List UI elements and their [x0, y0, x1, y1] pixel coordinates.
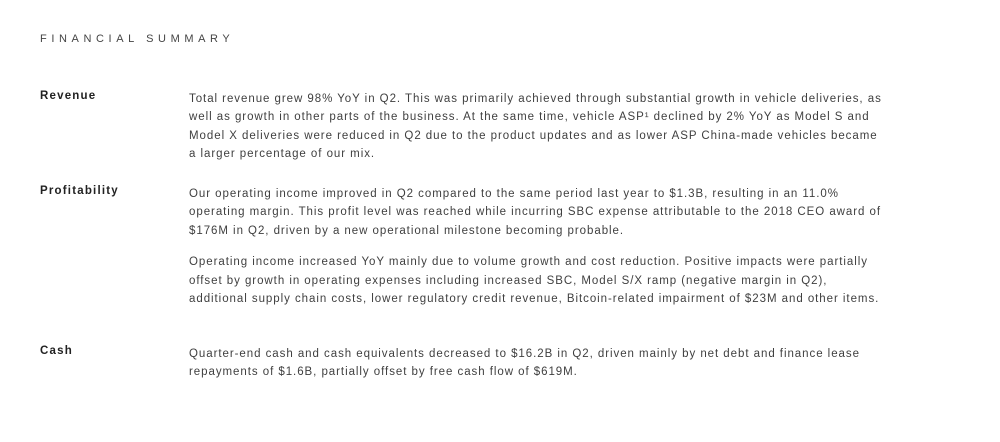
- section-label-cash: Cash: [40, 345, 73, 357]
- section-body-cash: [189, 345, 889, 395]
- paragraph: Total revenue grew 98% YoY in Q2. This was primarily achieved through substantial growth in vehicle deliveries, as well as growth in other parts of the business. At the same time, vehicle ASP¹ declined by 2% YoY as Model S and Model X deliveries were reduced in Q2 due to the product updates and as lower ASP China-made vehicles became a larger percentage of our mix.: [189, 93, 882, 161]
- page-title: FINANCIAL SUMMARY: [40, 33, 235, 45]
- section-label-profitability: Profitability: [40, 185, 119, 197]
- paragraph: Operating income increased YoY mainly due to volume growth and cost reduction. Positive impacts were partially offset by growth in operating expenses including increased SBC, Model S/X ramp (negative margin in Q2), additional supply chain costs, lower regulatory credit revenue, Bitcoin-related impairment of $23M and other items.: [189, 256, 880, 306]
- paragraph: Quarter-end cash and cash equivalents decreased to $16.2B in Q2, driven mainly by net debt and finance lease repayments of $1.6B, partially offset by free cash flow of $619M.: [189, 348, 860, 379]
- section-body-profitability: [189, 185, 889, 321]
- paragraph: Our operating income improved in Q2 compared to the same period last year to $1.3B, resulting in an 11.0% operating margin. This profit level was reached while incurring SBC expense attributable to the 2018 CEO award of $176M in Q2, driven by a new operational milestone becoming probable.: [189, 188, 882, 237]
- section-label-revenue: Revenue: [40, 90, 97, 102]
- section-body-revenue: [189, 90, 889, 177]
